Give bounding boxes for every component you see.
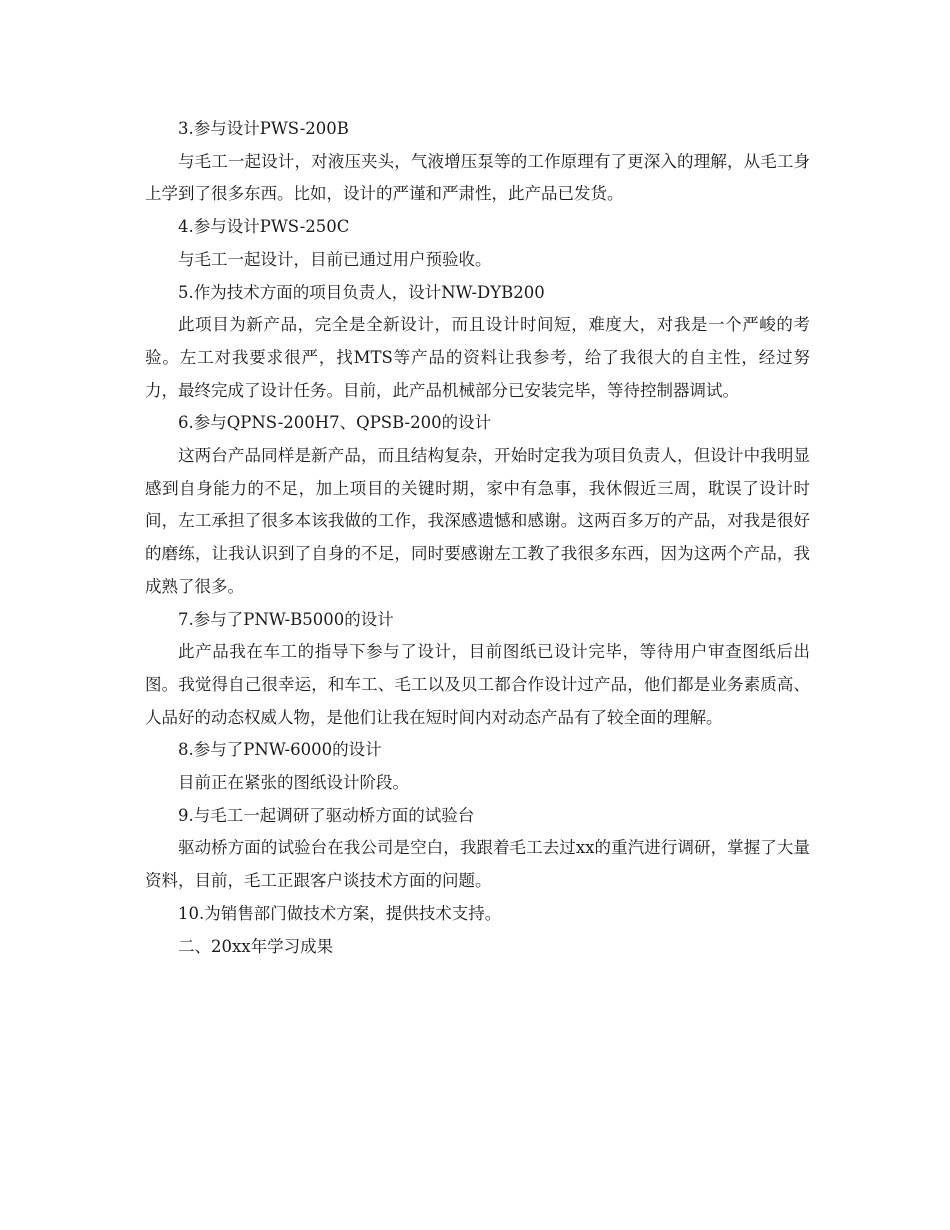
section-heading-2: 二、20xx年学习成果 [178, 936, 334, 956]
item-heading-5: 5.作为技术方面的项目负责人，设计NW-DYB200 [178, 282, 545, 302]
item-heading-10: 10.为销售部门做技术方案，提供技术支持。 [178, 903, 502, 923]
item-heading-9: 9.与毛工一起调研了驱动桥方面的试验台 [178, 805, 475, 825]
item-body-5: 此项目为新产品，完全是全新设计，而且设计时间短，难度大，对我是一个严峻的考验。左工对我要求很严，找MTS等产品的资料让我参考，给了我很大的自主性，经过努力，最终完成了设计任务。目前，此产品机械部分已安装完毕，等待控制器调试。 [145, 315, 810, 400]
item-heading-8: 8.参与了PNW-6000的设计 [178, 740, 382, 760]
item-body-3: 与毛工一起设计，对液压夹头，气液增压泵等的工作原理有了更深入的理解，从毛工身上学到了很多东西。比如，设计的严谨和严肃性，此产品已发货。 [145, 151, 810, 204]
item-body-7: 此产品我在车工的指导下参与了设计，目前图纸已设计完毕，等待用户审查图纸后出图。我觉得自己很幸运，和车工、毛工以及贝工都合作设计过产品，他们都是业务素质高、人品好的动态权威人物，是他们让我在短时间内对动态产品有了较全面的理解。 [145, 642, 810, 727]
item-body-6: 这两台产品同样是新产品，而且结构复杂，开始时定我为项目负责人，但设计中我明显感到自身能力的不足，加上项目的关键时期，家中有急事，我休假近三周，耽误了设计时间，左工承担了很多本该我做的工作，我深感遗憾和感谢。这两百多万的产品，对我是很好的磨练，让我认识到了自身的不足，同时要感谢左工教了我很多东西，因为这两个产品，我成熟了很多。 [145, 446, 810, 596]
item-heading-3: 3.参与设计PWS-200B [178, 119, 349, 138]
item-heading-6: 6.参与QPNS-200H7、QPSB-200的设计 [178, 413, 492, 433]
item-heading-4: 4.参与设计PWS-250C [178, 217, 350, 237]
item-body-8: 目前正在紧张的图纸设计阶段。 [178, 773, 409, 793]
document-body [145, 113, 810, 963]
item-body-4: 与毛工一起设计，目前已通过用户预验收。 [178, 249, 492, 269]
item-heading-7: 7.参与了PNW-B5000的设计 [178, 609, 394, 629]
item-body-9: 驱动桥方面的试验台在我公司是空白，我跟着毛工去过xx的重汽进行调研，掌握了大量资料，目前，毛工正跟客户谈技术方面的问题。 [145, 838, 810, 891]
